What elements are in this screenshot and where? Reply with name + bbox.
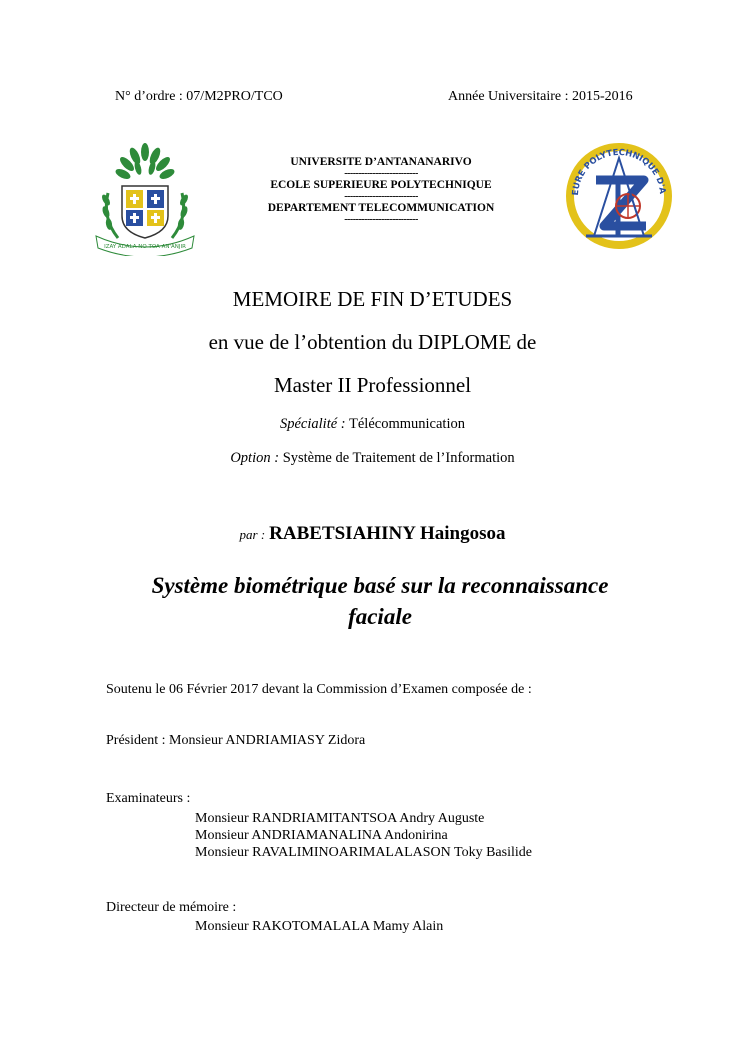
examiners-label: Examinateurs : [106, 791, 191, 806]
thesis-title-line1: Système biométrique basé sur la reconnaissance [151, 573, 609, 598]
academic-year: Année Universitaire : 2015-2016 [448, 89, 633, 104]
university-name: UNIVERSITE D’ANTANANARIVO [290, 156, 472, 168]
director-name: Monsieur RAKOTOMALALA Mamy Alain [195, 919, 444, 934]
crest-motto-text: IZAY ADALA NO TOA AN'ANJIR [104, 244, 186, 250]
specialty-value: Télécommunication [349, 416, 465, 432]
examiner-name: Monsieur ANDRIAMANALINA Andonirina [195, 828, 448, 843]
institution-block [236, 156, 526, 225]
espa-logo [566, 136, 672, 254]
author-name: RABETSIAHINY Haingosoa [269, 523, 506, 544]
department-name: DEPARTEMENT TELECOMMUNICATION [267, 202, 495, 214]
examiner-name: Monsieur RANDRIAMITANTSOA Andry Auguste [195, 811, 485, 826]
degree-heading: Master II Professionnel [273, 373, 472, 397]
president-line: Président : Monsieur ANDRIAMIASY Zidora [106, 733, 366, 748]
author-label: par : [239, 527, 266, 542]
defense-statement: Soutenu le 06 Février 2017 devant la Commission d’Examen composée de : [106, 682, 532, 697]
option-line [0, 450, 745, 467]
separator: -------------------------- [344, 214, 418, 225]
espa-logo-text: EURE POLYTECHNIQUE D'A [570, 147, 668, 196]
thesis-title-line2: faciale [348, 604, 412, 629]
examiner-name: Monsieur RAVALIMINOARIMALALASON Toky Basilide [195, 845, 532, 860]
author-line [0, 523, 745, 545]
specialty-label: Spécialité : [280, 416, 346, 432]
thesis-type-heading: MEMOIRE DE FIN D’ETUDES [232, 287, 513, 311]
separator: -------------------------- [344, 191, 418, 202]
option-value: Système de Traitement de l’Information [282, 450, 515, 466]
specialty-line [0, 416, 745, 433]
director-label: Directeur de mémoire : [106, 900, 237, 915]
diploma-heading: en vue de l’obtention du DIPLOME de [208, 330, 537, 354]
school-name: ECOLE SUPERIEURE POLYTECHNIQUE [270, 179, 492, 191]
option-label: Option : [230, 450, 280, 466]
university-crest-logo [88, 138, 202, 256]
thesis-title [100, 570, 660, 632]
order-number: N° d’ordre : 07/M2PRO/TCO [115, 89, 283, 104]
separator: -------------------------- [344, 168, 418, 179]
